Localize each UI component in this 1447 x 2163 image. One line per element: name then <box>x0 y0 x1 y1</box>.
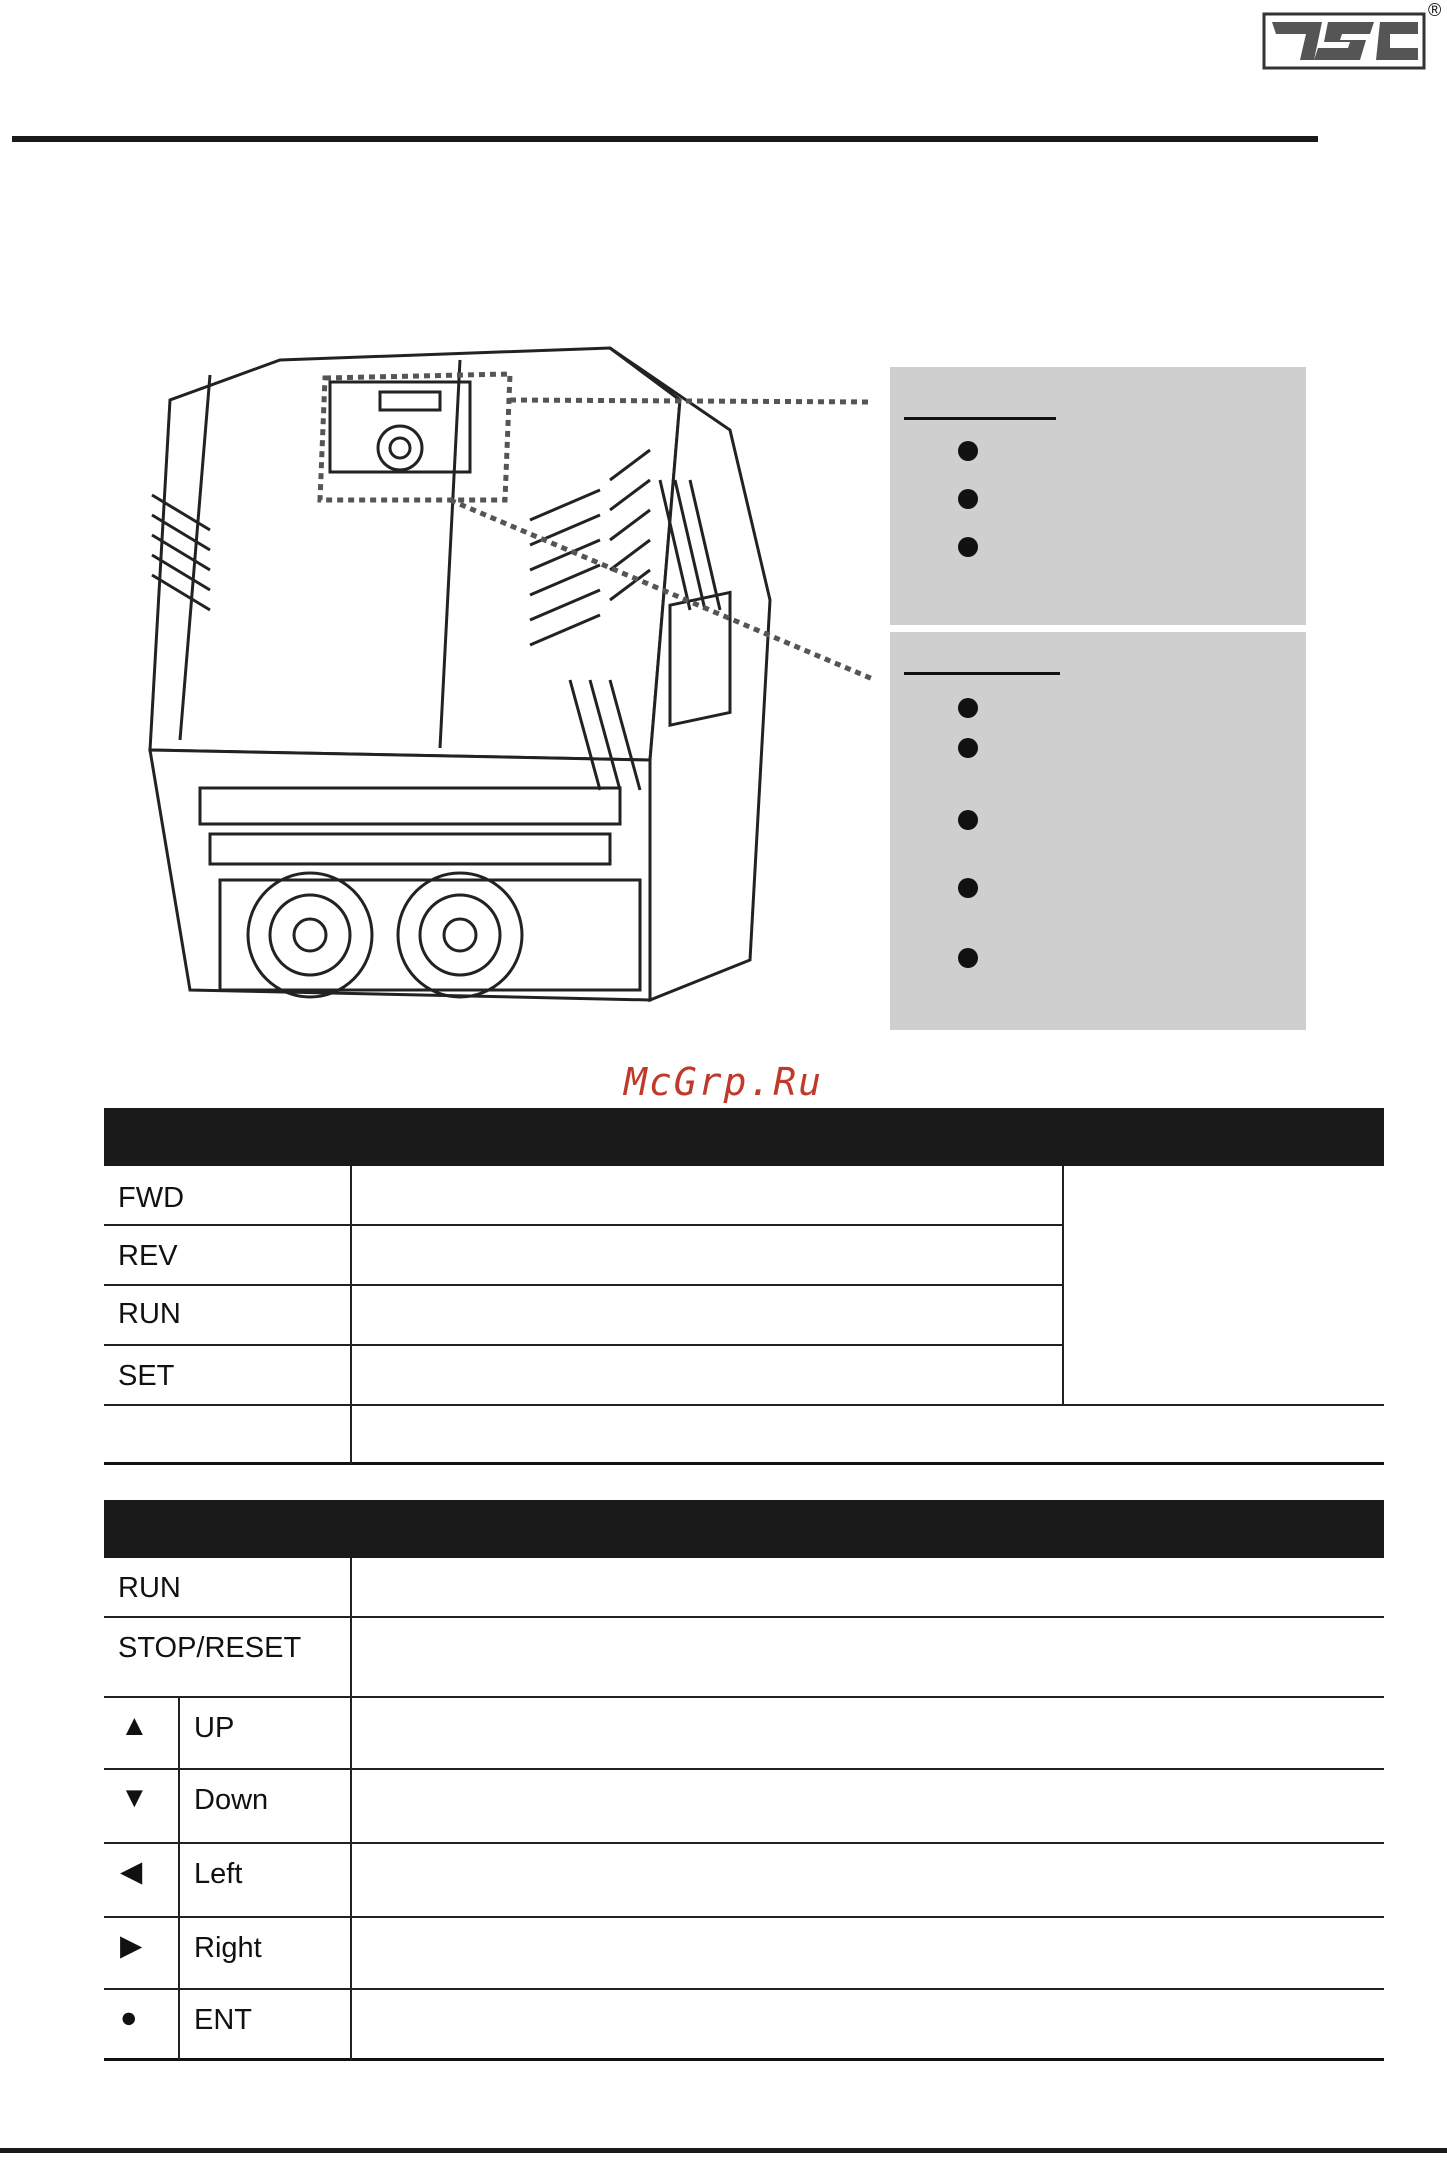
left-triangle-icon: ◀ <box>120 1856 143 1888</box>
right-triangle-icon: ▶ <box>120 1930 143 1962</box>
bullet-icon <box>958 878 978 898</box>
column-divider <box>350 1558 352 2060</box>
up-triangle-icon: ▲ <box>120 1710 149 1742</box>
bullet-icon <box>958 489 978 509</box>
key-label: Down <box>194 1784 269 1816</box>
key-label: Right <box>194 1932 262 1964</box>
table-row <box>104 1990 1384 2061</box>
table-row <box>104 1226 1064 1286</box>
circle-icon: ● <box>120 2002 138 2034</box>
down-triangle-icon: ▼ <box>120 1782 149 1814</box>
table-row <box>104 1770 1384 1844</box>
row-label: SET <box>118 1360 175 1392</box>
key-label: STOP/RESET <box>118 1632 302 1664</box>
row-label: FWD <box>118 1182 185 1214</box>
display-table <box>104 1108 1384 1464</box>
bullet-icon <box>958 738 978 758</box>
callout-title-underline <box>904 672 1060 675</box>
footer-rule <box>0 2148 1447 2153</box>
keypad-callout <box>890 632 1306 1030</box>
table-header <box>104 1500 1384 1558</box>
table-row <box>104 1844 1384 1918</box>
table-row <box>104 1286 1064 1346</box>
bullet-icon <box>958 948 978 968</box>
table-row <box>104 1618 1384 1698</box>
callout-title-underline <box>904 417 1056 420</box>
watermark: McGrp.Ru <box>623 1060 824 1104</box>
company-logo <box>1262 12 1426 70</box>
column-divider <box>178 1698 180 2060</box>
column-divider <box>350 1166 352 1464</box>
registered-mark: ® <box>1428 0 1442 20</box>
row-label: RUN <box>118 1298 181 1330</box>
keys-table <box>104 1500 1384 2060</box>
bullet-icon <box>958 698 978 718</box>
bullet-icon <box>958 537 978 557</box>
column-divider <box>1062 1166 1064 1406</box>
table-row <box>104 1166 1064 1226</box>
row-label: REV <box>118 1240 178 1272</box>
key-label: UP <box>194 1712 235 1744</box>
table-row <box>104 1406 1384 1465</box>
display-callout <box>890 367 1306 625</box>
key-label: Left <box>194 1858 243 1890</box>
key-label: ENT <box>194 2004 252 2036</box>
key-label: RUN <box>118 1572 181 1604</box>
bullet-icon <box>958 810 978 830</box>
inverter-illustration <box>130 340 900 1030</box>
table-row <box>104 1698 1384 1770</box>
table-row <box>104 1346 1384 1406</box>
table-row <box>104 1918 1384 1990</box>
header-rule <box>12 136 1318 142</box>
bullet-icon <box>958 441 978 461</box>
table-row <box>104 1558 1384 1618</box>
table-header <box>104 1108 1384 1166</box>
